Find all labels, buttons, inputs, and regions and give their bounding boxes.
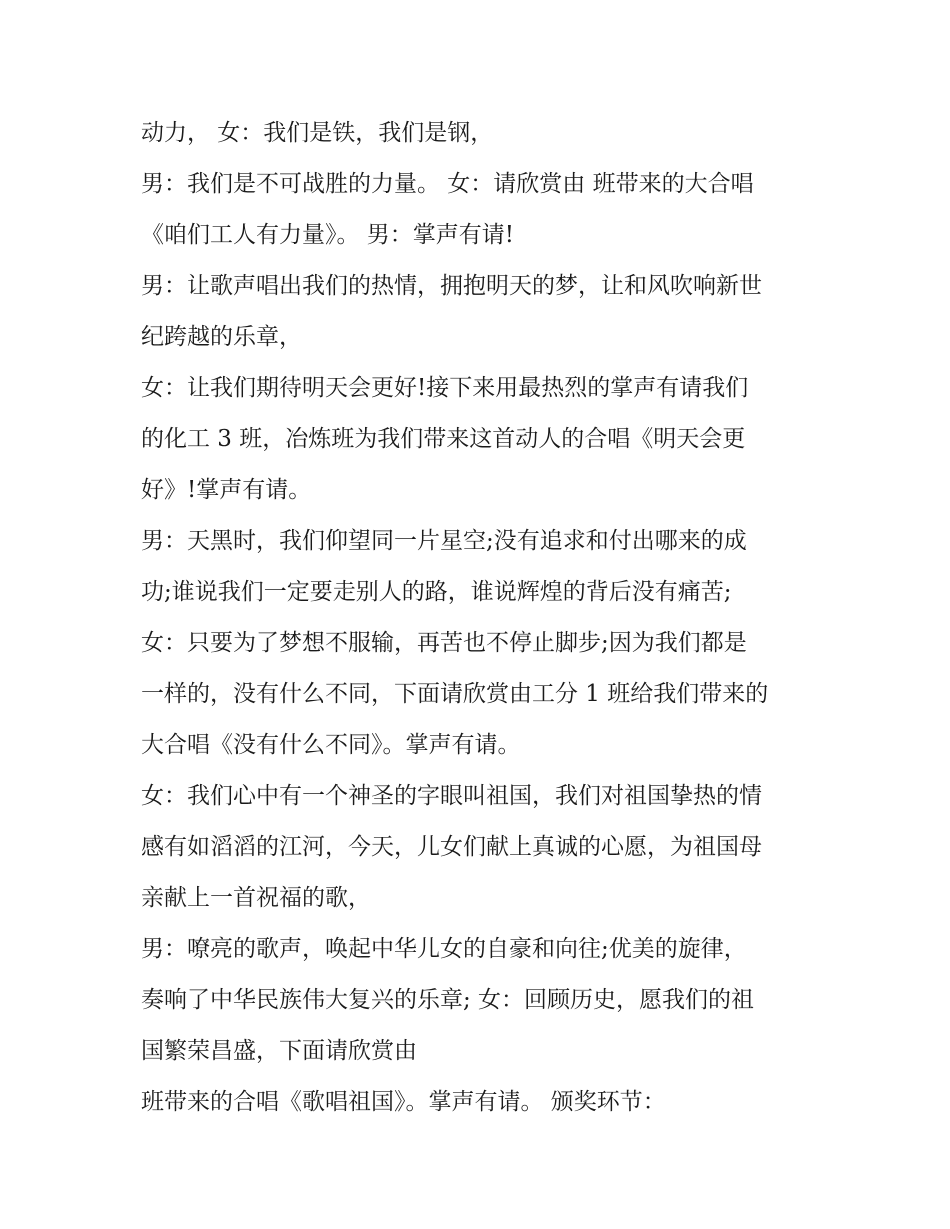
text-line-15: 感有如滔滔的江河，今天，儿女们献上真诚的心愿，为祖国母 <box>141 834 762 860</box>
text-line-14: 女：我们心中有一个神圣的字眼叫祖国，我们对祖国挚热的情 <box>141 783 762 809</box>
text-line-20: 班带来的合唱《歌唱祖国》。掌声有请。 颁奖环节： <box>141 1089 666 1115</box>
text-line-3: 《咱们工人有力量》。 男：掌声有请! <box>141 222 515 248</box>
text-line-12: 一样的，没有什么不同，下面请欣赏由工分 1 班给我们带来的 <box>141 681 769 707</box>
text-line-7: 的化工 3 班，冶炼班为我们带来这首动人的合唱《明天会更 <box>141 426 746 452</box>
text-line-19: 国繁荣昌盛，下面请欣赏由 <box>141 1038 417 1064</box>
document-body <box>141 108 821 1128</box>
text-line-1: 动力， 女：我们是铁，我们是钢， <box>141 120 494 146</box>
text-line-16: 亲献上一首祝福的歌， <box>141 885 371 911</box>
text-line-13: 大合唱《没有什么不同》。掌声有请。 <box>141 732 521 758</box>
text-line-18: 奏响了中华民族伟大复兴的乐章; 女：回顾历史，愿我们的祖 <box>141 987 755 1013</box>
text-line-9: 男：天黑时，我们仰望同一片星空;没有追求和付出哪来的成 <box>141 528 747 554</box>
text-line-11: 女：只要为了梦想不服输，再苦也不停止脚步;因为我们都是 <box>141 630 747 656</box>
text-line-4: 男：让歌声唱出我们的热情，拥抱明天的梦，让和风吹响新世 <box>141 273 762 299</box>
text-line-8: 好》!掌声有请。 <box>141 477 312 503</box>
text-line-10: 功;谁说我们一定要走别人的路，谁说辉煌的背后没有痛苦; <box>141 579 732 605</box>
text-line-17: 男：嘹亮的歌声，唤起中华儿女的自豪和向往;优美的旋律， <box>141 936 747 962</box>
text-line-2: 男：我们是不可战胜的力量。 女：请欣赏由 班带来的大合唱 <box>141 171 754 197</box>
text-line-5: 纪跨越的乐章， <box>141 324 302 350</box>
text-line-6: 女：让我们期待明天会更好!接下来用最热烈的掌声有请我们 <box>141 375 749 401</box>
